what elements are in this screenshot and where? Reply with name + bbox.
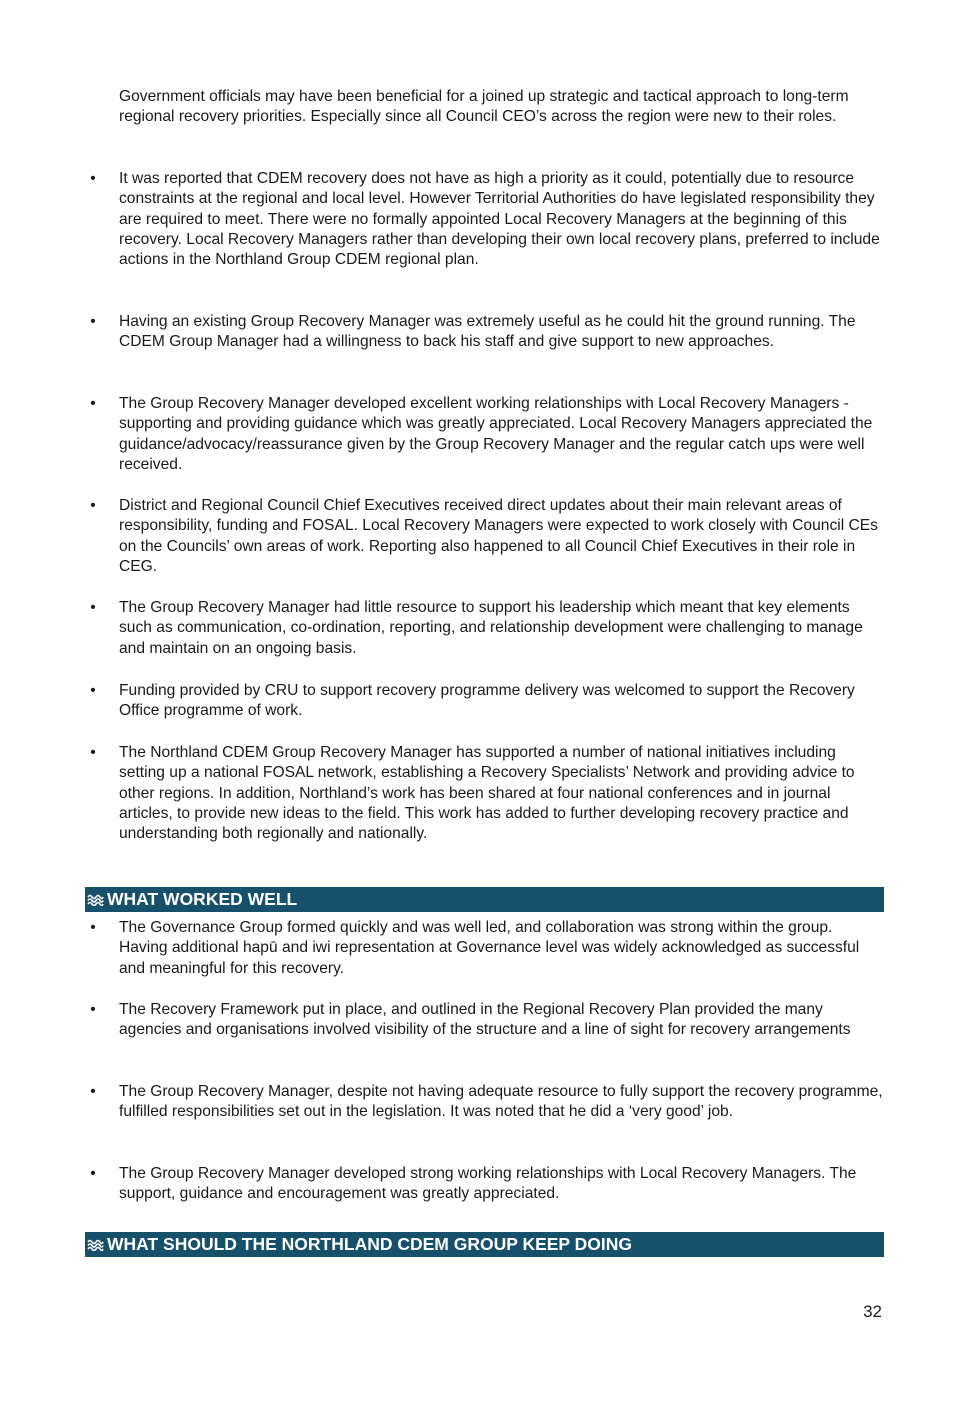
section-title: WHAT SHOULD THE NORTHLAND CDEM GROUP KEEP DOING xyxy=(107,1234,633,1254)
bullet-paragraph-5: The Group Recovery Manager had little resource to support his leadership which meant that key elements such as communication, co-ordination, reporting, and relationship development were challenging to manage and maintain on an ongoing basis. xyxy=(119,599,863,657)
section-heading-keep-doing xyxy=(85,1232,884,1257)
bullet-marker: • xyxy=(90,1083,96,1100)
bullet-paragraph-4: District and Regional Council Chief Executives received direct updates about their main relevant areas of responsibility, funding and FOSAL. Local Recovery Managers were expected to work closely with Council CEs on the Councils’ own areas of work. Reporting also happened to all Council Chief Executives in their role in CEG. xyxy=(119,497,878,575)
bullet-paragraph-7: The Northland CDEM Group Recovery Manager has supported a number of national initiatives including setting up a national FOSAL network, establishing a Recovery Specialists’ Network and providing advice to other regions. In addition, Northland’s work has been shared at four national conferences and in journal articles, to provide new ideas to the field. This work has added to further developing recovery practice and understanding both regionally and nationally. xyxy=(119,744,855,843)
bullet-marker: • xyxy=(90,497,96,514)
bullet-paragraph-2: Having an existing Group Recovery Manager was extremely useful as he could hit the ground running. The CDEM Group Manager had a willingness to back his staff and give support to new approaches. xyxy=(119,313,856,351)
bullet-marker: • xyxy=(90,599,96,616)
section-title: WHAT WORKED WELL xyxy=(107,889,298,909)
bullet-marker: • xyxy=(90,313,96,330)
worked-well-paragraph-3: The Group Recovery Manager, despite not having adequate resource to fully support the recovery programme, fulfilled responsibilities set out in the legislation. It was noted that he did a ‘very good’ job. xyxy=(119,1083,883,1121)
bullet-marker: • xyxy=(90,744,96,761)
worked-well-paragraph-4: The Group Recovery Manager developed strong working relationships with Local Recovery Managers. The support, guidance and encouragement was greatly appreciated. xyxy=(119,1165,857,1203)
waves-icon xyxy=(87,1233,104,1258)
bullet-paragraph-1: It was reported that CDEM recovery does not have as high a priority as it could, potentially due to resource constraints at the regional and local level. However Territorial Authorities do have legislated responsibility they are required to meet. There were no formally appointed Local Recovery Managers at the beginning of this recovery. Local Recovery Managers rather than developing their own local recovery plans, preferred to include actions in the Northland Group CDEM regional plan. xyxy=(119,170,880,269)
bullet-marker: • xyxy=(90,1165,96,1182)
bullet-marker: • xyxy=(90,170,96,187)
worked-well-paragraph-1: The Governance Group formed quickly and was well led, and collaboration was strong within the group. Having additional hapū and iwi representation at Governance level was widely acknowledged as successful and meaningful for this recovery. xyxy=(119,919,860,977)
bullet-marker: • xyxy=(90,395,96,412)
waves-icon xyxy=(87,888,104,913)
bullet-marker: • xyxy=(90,1001,96,1018)
page-number: 32 xyxy=(863,1302,882,1321)
bullet-marker: • xyxy=(90,919,96,936)
intro-paragraph: Government officials may have been beneficial for a joined up strategic and tactical approach to long-term regional recovery priorities. Especially since all Council CEO’s across the region were new to their roles. xyxy=(119,88,849,126)
worked-well-paragraph-2: The Recovery Framework put in place, and outlined in the Regional Recovery Plan provided the many agencies and organisations involved visibility of the structure and a line of sight for recovery arrangements xyxy=(119,1001,851,1039)
bullet-marker: • xyxy=(90,682,96,699)
section-heading-what-worked-well xyxy=(85,887,884,912)
bullet-paragraph-3: The Group Recovery Manager developed excellent working relationships with Local Recovery Managers - supporting and providing guidance which was greatly appreciated. Local Recovery Managers appreciated the guidance/advocacy/reassurance given by the Group Recovery Manager and the regular catch ups were well received. xyxy=(119,395,873,473)
bullet-paragraph-6: Funding provided by CRU to support recovery programme delivery was welcomed to support the Recovery Office programme of work. xyxy=(119,682,855,720)
